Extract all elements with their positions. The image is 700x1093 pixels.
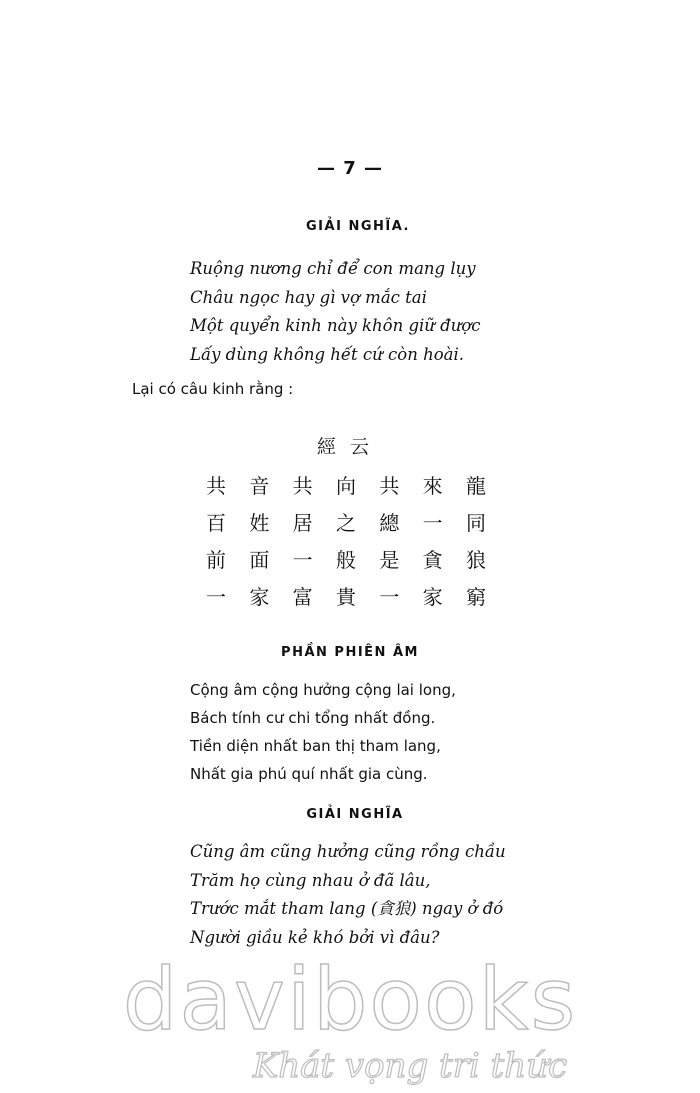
classical-char: 面 xyxy=(249,548,270,572)
classical-char: 音 xyxy=(249,474,270,498)
transliteration-line: Nhất gia phú quí nhất gia cùng. xyxy=(190,765,428,783)
verse-translation-1 xyxy=(190,255,481,369)
verse-line: Người giầu kẻ khó bởi vì đâu? xyxy=(190,927,440,947)
intro-text: Lại có câu kinh rằng : xyxy=(132,380,294,398)
classical-char: 一 xyxy=(379,585,400,609)
transliteration-verse xyxy=(190,676,456,788)
classical-char: 共 xyxy=(379,474,400,498)
verse-line: Lấy dùng không hết cứ còn hoài. xyxy=(190,344,464,364)
page-number: — 7 — xyxy=(316,158,384,179)
verse-translation-2 xyxy=(190,838,506,952)
verse-line: Cũng âm cũng hưởng cũng rồng chầu xyxy=(190,842,506,861)
classical-char: 之 xyxy=(335,511,356,535)
section-heading-giai-nghia-1: GIẢI NGHĨA. xyxy=(306,219,410,234)
watermark-logo: davibooks xyxy=(122,950,578,1050)
verse-line: Trăm họ cùng nhau ở đã lâu, xyxy=(190,870,431,890)
classical-char: 是 xyxy=(379,548,400,572)
transliteration-line: Bách tính cư chi tổng nhất đồng. xyxy=(190,709,436,727)
classical-row xyxy=(196,507,496,544)
classical-char: 共 xyxy=(206,474,226,498)
section-heading-phien-am: PHẦN PHIÊN ÂM xyxy=(281,645,419,660)
classical-char: 狼 xyxy=(465,548,486,572)
classical-char: 總 xyxy=(379,511,400,535)
watermark xyxy=(0,952,700,1086)
classical-char: 般 xyxy=(335,548,356,572)
classical-char: 來 xyxy=(422,474,443,498)
classical-char: 一 xyxy=(206,585,226,609)
classical-char: 居 xyxy=(292,511,313,535)
transliteration-line: Tiền diện nhất ban thị tham lang, xyxy=(190,737,441,755)
verse-line: Châu ngọc hay gì vợ mắc tai xyxy=(190,287,427,307)
classical-char: 貪 xyxy=(422,548,443,572)
classical-row xyxy=(196,581,496,618)
transliteration-line: Cộng âm cộng hưởng cộng lai long, xyxy=(190,681,456,699)
classical-char: 窮 xyxy=(465,585,486,609)
classical-char: 百 xyxy=(206,511,226,535)
classical-char: 前 xyxy=(206,548,226,572)
classical-char: 一 xyxy=(422,511,443,535)
classical-char: 共 xyxy=(292,474,313,498)
classical-verse-grid xyxy=(196,470,496,618)
classical-char: 姓 xyxy=(249,511,270,535)
classical-char: 同 xyxy=(465,511,486,535)
classical-char: 貴 xyxy=(335,585,356,609)
classical-char: 家 xyxy=(249,585,270,609)
verse-line: Một quyển kinh này khôn giữ được xyxy=(190,316,481,335)
classical-char: 一 xyxy=(292,548,313,572)
classical-char: 家 xyxy=(422,585,443,609)
classical-title: 經云 xyxy=(316,436,383,458)
section-heading-giai-nghia-2: GIẢI NGHĨA xyxy=(306,807,404,822)
classical-char: 富 xyxy=(292,585,313,609)
classical-row xyxy=(196,544,496,581)
verse-line: Ruộng nương chỉ để con mang lụy xyxy=(190,259,476,278)
verse-line: Trước mắt tham lang (貪狼) ngay ở đó xyxy=(190,899,504,918)
watermark-slogan: Khát vọng tri thức xyxy=(252,1046,568,1086)
classical-char: 龍 xyxy=(465,474,486,498)
classical-char: 向 xyxy=(335,474,356,498)
classical-row xyxy=(196,470,496,507)
